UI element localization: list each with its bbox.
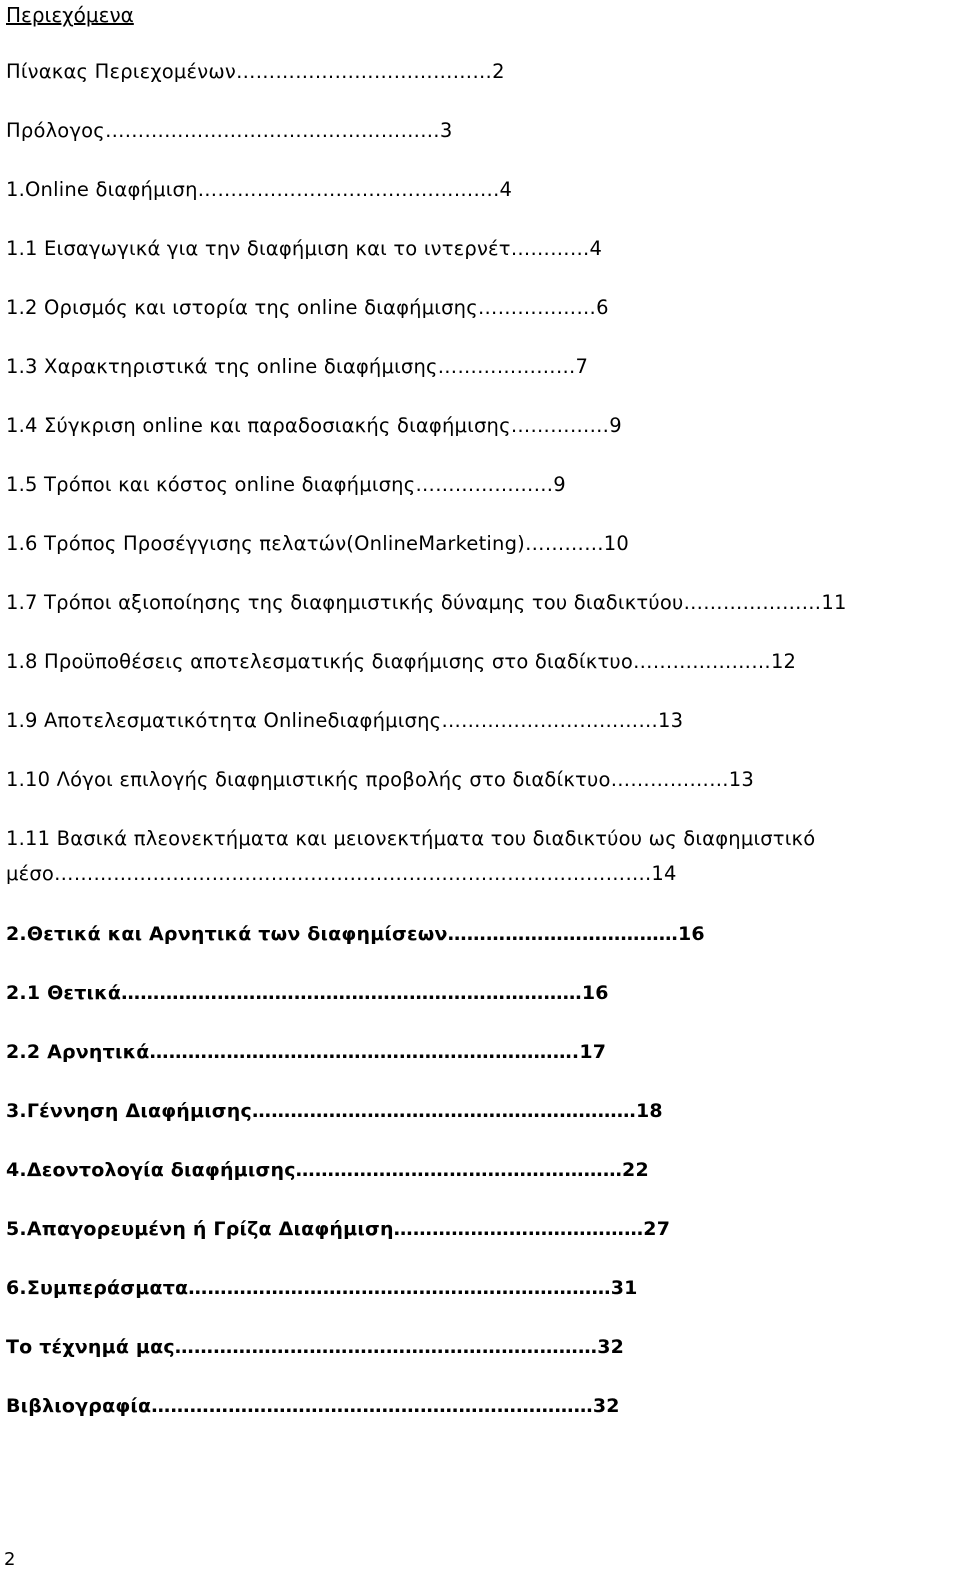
toc-entry: 1.10 Λόγοι επιλογής διαφημιστικής προβολής στο διαδίκτυο………………13 [6, 768, 755, 791]
toc-entry: 1.5 Τρόποι και κόστος online διαφήμισης…………………9 [6, 473, 566, 496]
toc-entry: 1.11 Βασικά πλεονεκτήματα και μειονεκτήματα του διαδικτύου ως διαφημιστικό [6, 827, 816, 850]
toc-entry: 1.2 Ορισμός και ιστορία της online διαφήμισης………………6 [6, 296, 609, 319]
toc-entry: 1.9 Αποτελεσματικότητα Onlineδιαφήμισης……………………………13 [6, 709, 684, 732]
toc-entry: 1.8 Προϋποθέσεις αποτελεσματικής διαφήμισης στο διαδίκτυο…………………12 [6, 650, 797, 673]
toc-entry: 2.Θετικά και Αρνητικά των διαφημίσεων………………………………16 [6, 923, 705, 945]
toc-entry: 1.1 Εισαγωγικά για την διαφήμιση και το ιντερνέτ…………4 [6, 237, 603, 260]
toc-entry: 1.3 Χαρακτηριστικά της online διαφήμισης…………………7 [6, 355, 589, 378]
toc-entry: Το τέχνημά μας…………………………………………………………32 [6, 1336, 625, 1358]
toc-entry: Πρόλογος……………………………………………3 [6, 119, 453, 142]
toc-entry: 1.7 Τρόποι αξιοποίησης της διαφημιστικής δύναμης του διαδικτύου…………………11 [6, 591, 847, 614]
toc-entry: Βιβλιογραφία……………………………………………………………32 [6, 1395, 620, 1417]
footer-page-number: 2 [4, 1549, 16, 1570]
toc-entry: 1.4 Σύγκριση online και παραδοσιακής διαφήμισης……………9 [6, 414, 622, 437]
toc-entry: 2.1 Θετικά………………………………………………………………16 [6, 982, 609, 1004]
toc-entry: 1.Online διαφήμιση……………………………………….4 [6, 178, 513, 201]
toc-entry: 6.Συμπεράσματα…………………………………………………………31 [6, 1277, 638, 1299]
toc-entry: μέσο……………………………………………………………………………….14 [6, 862, 677, 885]
toc-entry: 2.2 Αρνητικά………………………………………………………….17 [6, 1041, 607, 1063]
toc-entry: 3.Γέννηση Διαφήμισης……………………………………………………18 [6, 1100, 663, 1122]
toc-entry: 5.Απαγορευμένη ή Γρίζα Διαφήμιση…………………………………27 [6, 1218, 671, 1240]
toc-entry: 1.6 Τρόπος Προσέγγισης πελατών(OnlineMarketing)…………10 [6, 532, 630, 555]
toc-heading: Περιεχόμενα [6, 3, 134, 27]
toc-entry: Πίνακας Περιεχομένων…………………………………2 [6, 60, 505, 83]
toc-entry: 4.Δεοντολογία διαφήμισης……………………………………………22 [6, 1159, 649, 1181]
